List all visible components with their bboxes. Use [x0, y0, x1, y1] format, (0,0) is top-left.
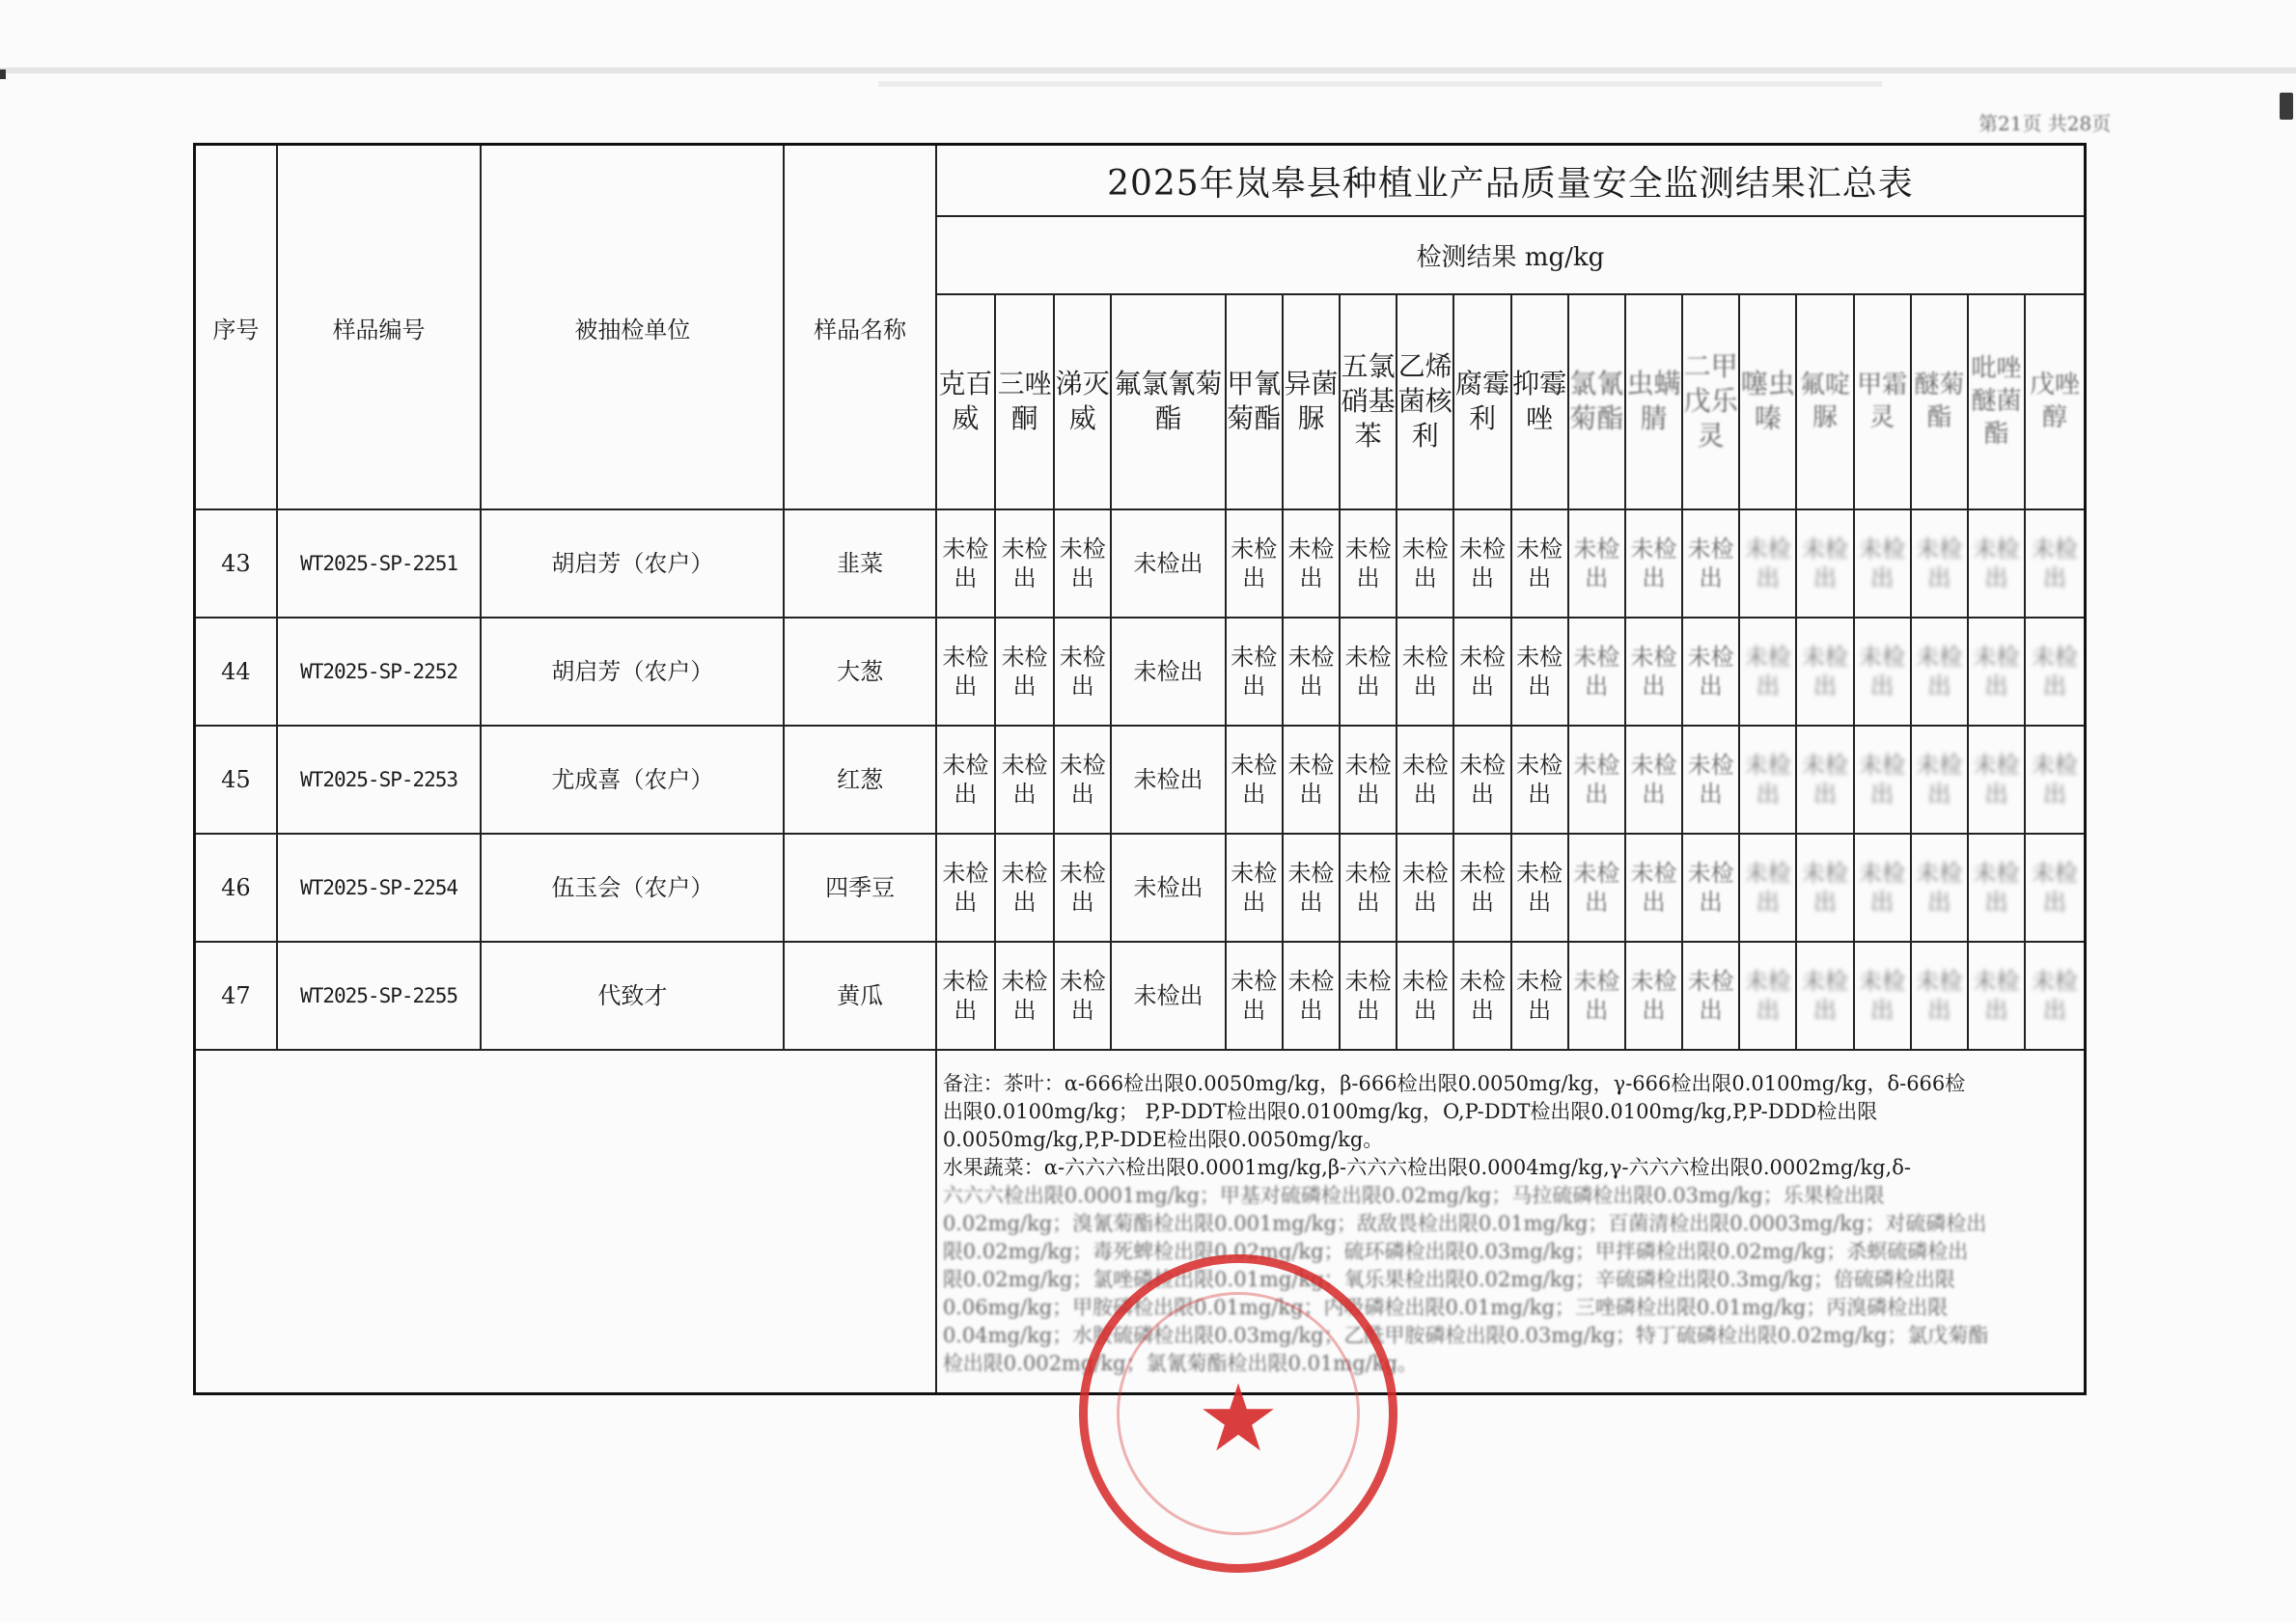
- scan-mark-right: [2280, 93, 2293, 120]
- result-cell: 未检出: [1568, 726, 1625, 834]
- row-unit: 代致才: [481, 942, 784, 1050]
- result-cell: 未检出: [936, 509, 995, 618]
- row-code: WT2025-SP-2251: [277, 509, 482, 618]
- result-cell: 未检出: [1111, 726, 1225, 834]
- header-sample-code: 样品编号: [277, 145, 482, 510]
- result-cell: 未检出: [995, 726, 1054, 834]
- row-code: WT2025-SP-2254: [277, 834, 482, 942]
- result-cell: 未检出: [1968, 834, 2025, 942]
- result-cell: 未检出: [1054, 942, 1111, 1050]
- pesticide-header: 五氯硝基苯: [1340, 294, 1397, 510]
- row-name: 黄瓜: [784, 942, 935, 1050]
- result-cell: 未检出: [2025, 509, 2085, 618]
- result-cell: 未检出: [1226, 618, 1283, 726]
- pesticide-header: 戊唑醇: [2025, 294, 2085, 510]
- star-icon: ★: [1196, 1364, 1281, 1472]
- result-cell: 未检出: [1226, 726, 1283, 834]
- result-cell: 未检出: [1854, 942, 1911, 1050]
- pesticide-header: 醚菊酯: [1911, 294, 1968, 510]
- notes-line: 限0.02mg/kg；氯唑磷检出限0.01mg/kg；氧乐果检出限0.02mg/kg；辛硫磷检出限0.3mg/kg；倍硫磷检出限: [942, 1268, 1955, 1292]
- result-cell: 未检出: [1340, 834, 1397, 942]
- result-cell: 未检出: [1340, 942, 1397, 1050]
- table-row: [195, 618, 2086, 726]
- pesticide-header: 克百威: [936, 294, 995, 510]
- result-cell: 未检出: [1682, 618, 1739, 726]
- result-cell: 未检出: [1283, 509, 1340, 618]
- result-cell: 未检出: [1568, 618, 1625, 726]
- row-unit: 尤成喜（农户）: [481, 726, 784, 834]
- scan-mark-left: [0, 69, 6, 79]
- result-cell: 未检出: [1968, 726, 2025, 834]
- result-cell: 未检出: [1968, 618, 2025, 726]
- pesticide-header: 氯氰菊酯: [1568, 294, 1625, 510]
- pesticide-header: 涕灭威: [1054, 294, 1111, 510]
- row-code: WT2025-SP-2253: [277, 726, 482, 834]
- result-cell: 未检出: [995, 509, 1054, 618]
- result-cell: 未检出: [1854, 834, 1911, 942]
- result-cell: 未检出: [1226, 509, 1283, 618]
- result-cell: 未检出: [995, 618, 1054, 726]
- result-cell: 未检出: [1054, 618, 1111, 726]
- result-cell: 未检出: [1739, 942, 1796, 1050]
- result-cell: 未检出: [1739, 726, 1796, 834]
- results-table: [193, 143, 2087, 1395]
- result-cell: 未检出: [1911, 726, 1968, 834]
- result-cell: 未检出: [1568, 834, 1625, 942]
- result-cell: 未检出: [1968, 509, 2025, 618]
- result-cell: 未检出: [1511, 834, 1568, 942]
- result-cell: 未检出: [2025, 834, 2085, 942]
- pesticide-header: 抑霉唑: [1511, 294, 1568, 510]
- result-cell: 未检出: [1397, 618, 1453, 726]
- row-name: 红葱: [784, 726, 935, 834]
- result-cell: 未检出: [1283, 726, 1340, 834]
- result-cell: 未检出: [1682, 942, 1739, 1050]
- row-unit: 胡启芳（农户）: [481, 509, 784, 618]
- notes-line: 备注：茶叶：α-666检出限0.0050mg/kg，β-666检出限0.0050mg/kg，γ-666检出限0.0100mg/kg，δ-666检: [942, 1072, 1966, 1096]
- result-cell: 未检出: [1340, 726, 1397, 834]
- table-row: [195, 726, 2086, 834]
- result-cell: 未检出: [1397, 834, 1453, 942]
- result-cell: 未检出: [1625, 618, 1682, 726]
- row-code: WT2025-SP-2255: [277, 942, 482, 1050]
- result-cell: 未检出: [1854, 509, 1911, 618]
- notes-line: 六六六检出限0.0001mg/kg；甲基对硫磷检出限0.02mg/kg；马拉硫磷检出限0.03mg/kg；乐果检出限: [942, 1184, 1885, 1208]
- notes-line: 0.0050mg/kg,P,P-DDE检出限0.0050mg/kg。: [942, 1128, 1384, 1152]
- notes-blank: [195, 1050, 936, 1393]
- row-index: 44: [195, 618, 277, 726]
- row-unit: 胡启芳（农户）: [481, 618, 784, 726]
- result-cell: 未检出: [2025, 618, 2085, 726]
- table-row: [195, 834, 2086, 942]
- result-cell: 未检出: [1453, 726, 1510, 834]
- result-cell: 未检出: [1054, 726, 1111, 834]
- result-cell: 未检出: [1511, 726, 1568, 834]
- result-cell: 未检出: [2025, 726, 2085, 834]
- row-unit: 伍玉会（农户）: [481, 834, 784, 942]
- result-cell: 未检出: [936, 618, 995, 726]
- result-cell: 未检出: [1682, 509, 1739, 618]
- notes-line: 水果蔬菜：α-六六六检出限0.0001mg/kg,β-六六六检出限0.0004mg/kg,γ-六六六检出限0.0002mg/kg,δ-: [942, 1156, 1911, 1180]
- result-cell: 未检出: [1625, 726, 1682, 834]
- pesticide-header: 甲霜灵: [1854, 294, 1911, 510]
- result-cell: 未检出: [1911, 618, 1968, 726]
- result-cell: 未检出: [1111, 509, 1225, 618]
- row-name: 大葱: [784, 618, 935, 726]
- result-cell: 未检出: [1625, 942, 1682, 1050]
- result-cell: 未检出: [1854, 618, 1911, 726]
- result-cell: 未检出: [1796, 942, 1853, 1050]
- result-cell: 未检出: [1397, 509, 1453, 618]
- result-cell: 未检出: [1453, 942, 1510, 1050]
- table-row: [195, 942, 2086, 1050]
- scan-edge-top: [0, 68, 2296, 73]
- result-cell: 未检出: [1739, 509, 1796, 618]
- row-index: 45: [195, 726, 277, 834]
- row-index: 47: [195, 942, 277, 1050]
- result-cell: 未检出: [1568, 942, 1625, 1050]
- result-cell: 未检出: [2025, 942, 2085, 1050]
- notes-line: 0.06mg/kg；甲胺磷检出限0.01mg/kg；内吸磷检出限0.01mg/kg；三唑磷检出限0.01mg/kg；丙溴磷检出限: [942, 1296, 1949, 1320]
- pesticide-header: 腐霉利: [1453, 294, 1510, 510]
- result-cell: 未检出: [1283, 834, 1340, 942]
- result-cell: 未检出: [936, 942, 995, 1050]
- result-cell: 未检出: [1511, 942, 1568, 1050]
- result-cell: 未检出: [1682, 834, 1739, 942]
- notes-line: 检出限0.002mg/kg；氯氰菊酯检出限0.01mg/kg。: [942, 1352, 1418, 1376]
- result-cell: 未检出: [1739, 834, 1796, 942]
- result-cell: 未检出: [1054, 834, 1111, 942]
- result-cell: 未检出: [1911, 834, 1968, 942]
- result-cell: 未检出: [1340, 618, 1397, 726]
- pesticide-header: 甲氰菊酯: [1226, 294, 1283, 510]
- row-index: 46: [195, 834, 277, 942]
- pesticide-header: 三唑酮: [995, 294, 1054, 510]
- result-cell: 未检出: [936, 834, 995, 942]
- result-cell: 未检出: [1625, 834, 1682, 942]
- result-cell: 未检出: [1511, 509, 1568, 618]
- result-cell: 未检出: [1854, 726, 1911, 834]
- result-cell: 未检出: [1911, 942, 1968, 1050]
- pesticide-header: 虫螨腈: [1625, 294, 1682, 510]
- result-cell: 未检出: [1682, 726, 1739, 834]
- pesticide-header: 氟氯氰菊酯: [1111, 294, 1225, 510]
- result-cell: 未检出: [1283, 942, 1340, 1050]
- notes-line: 出限0.0100mg/kg； P,P-DDT检出限0.0100mg/kg，O,P-DDT检出限0.0100mg/kg,P,P-DDD检出限: [942, 1100, 1878, 1124]
- result-cell: 未检出: [1111, 834, 1225, 942]
- result-cell: 未检出: [1111, 942, 1225, 1050]
- result-cell: 未检出: [1397, 942, 1453, 1050]
- result-cell: 未检出: [1226, 942, 1283, 1050]
- result-cell: 未检出: [1511, 618, 1568, 726]
- result-cell: 未检出: [1453, 834, 1510, 942]
- header-index: 序号: [195, 145, 277, 510]
- result-cell: 未检出: [1111, 618, 1225, 726]
- page-number: 第21页 共28页: [1978, 112, 2112, 135]
- result-cell: 未检出: [995, 834, 1054, 942]
- result-cell: 未检出: [1568, 509, 1625, 618]
- notes-row: [195, 1050, 2086, 1393]
- row-name: 四季豆: [784, 834, 935, 942]
- result-cell: 未检出: [1453, 618, 1510, 726]
- notes-line: 限0.02mg/kg；毒死蜱检出限0.02mg/kg；硫环磷检出限0.03mg/kg；甲拌磷检出限0.02mg/kg；杀螟硫磷检出: [942, 1240, 1969, 1264]
- header-sample-name: 样品名称: [784, 145, 935, 510]
- pesticide-header: 吡唑醚菌酯: [1968, 294, 2025, 510]
- result-cell: 未检出: [1911, 509, 1968, 618]
- pesticide-header: 氟啶脲: [1796, 294, 1853, 510]
- notes-line: 0.04mg/kg；水胺硫磷检出限0.03mg/kg；乙酰甲胺磷检出限0.03mg/kg；特丁硫磷检出限0.02mg/kg；氯戊菊酯: [942, 1324, 1989, 1348]
- row-name: 韭菜: [784, 509, 935, 618]
- result-cell: 未检出: [1796, 618, 1853, 726]
- result-cell: 未检出: [1796, 509, 1853, 618]
- result-cell: 未检出: [1796, 834, 1853, 942]
- result-cell: 未检出: [1796, 726, 1853, 834]
- result-cell: 未检出: [1968, 942, 2025, 1050]
- result-cell: 未检出: [995, 942, 1054, 1050]
- table-title: 2025年岚皋县种植业产品质量安全监测结果汇总表: [936, 145, 2086, 217]
- row-index: 43: [195, 509, 277, 618]
- header-unit: 被抽检单位: [481, 145, 784, 510]
- notes-cell: [936, 1050, 2086, 1393]
- result-cell: 未检出: [1453, 509, 1510, 618]
- results-unit: 检测结果 mg/kg: [936, 216, 2086, 294]
- scan-edge-top-inner: [878, 81, 1882, 87]
- result-cell: 未检出: [1226, 834, 1283, 942]
- result-cell: 未检出: [1739, 618, 1796, 726]
- notes-line: 0.02mg/kg；溴氰菊酯检出限0.001mg/kg；敌敌畏检出限0.01mg/kg；百菌清检出限0.0003mg/kg；对硫磷检出: [942, 1212, 1987, 1236]
- result-cell: 未检出: [1340, 509, 1397, 618]
- result-cell: 未检出: [1625, 509, 1682, 618]
- result-cell: 未检出: [1054, 509, 1111, 618]
- row-code: WT2025-SP-2252: [277, 618, 482, 726]
- pesticide-header: 二甲戊乐灵: [1682, 294, 1739, 510]
- pesticide-header: 噻虫嗪: [1739, 294, 1796, 510]
- result-cell: 未检出: [1397, 726, 1453, 834]
- pesticide-header: 乙烯菌核利: [1397, 294, 1453, 510]
- table-row: [195, 509, 2086, 618]
- result-cell: 未检出: [936, 726, 995, 834]
- result-cell: 未检出: [1283, 618, 1340, 726]
- pesticide-header: 异菌脲: [1283, 294, 1340, 510]
